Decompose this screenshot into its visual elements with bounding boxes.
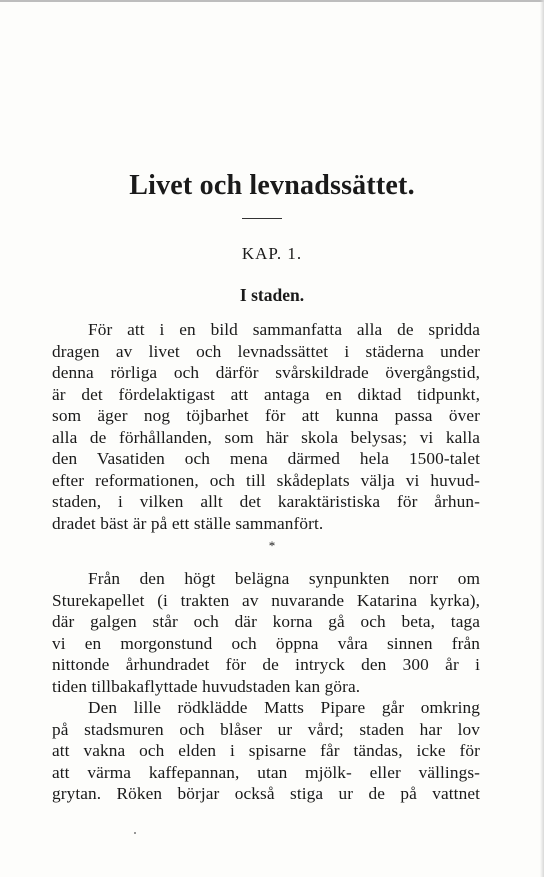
- text-line: staden, i vilken allt det karaktäristiska för århun-: [52, 492, 480, 511]
- text-line: Den lille rödklädde Matts Pipare går omkring: [88, 698, 480, 717]
- page-right-shadow: [540, 0, 544, 877]
- text-line: nittonde århundradet för de intryck den 300 år i: [52, 655, 480, 674]
- text-line: på stadsmuren och blåser ur vård; staden har lov: [52, 719, 480, 739]
- text-line: För att i en bild sammanfatta alla de spridda: [88, 320, 480, 339]
- chapter-number: KAP. 1.: [241, 244, 303, 263]
- text-line: tiden tillbakaflyttade huvudstaden kan göra.: [52, 676, 361, 696]
- text-line: Från den högt belägna synpunkten norr om: [88, 569, 480, 588]
- text-line: efter reformationen, och till skådeplats välja vi huvud-: [52, 470, 480, 490]
- paragraph-3: [52, 697, 480, 805]
- text-line: Sturekapellet (i trakten av nuvarande Katarina kyrka),: [52, 590, 480, 610]
- paragraph-1: [52, 319, 480, 534]
- text-line: vi en morgonstund och öppna våra sinnen från: [52, 633, 480, 653]
- title-divider: [242, 218, 282, 219]
- text-line: denna rörliga och därför svårskildrade övergångstid,: [52, 363, 480, 382]
- section-title: I staden.: [239, 285, 305, 305]
- text-line: alla de förhållanden, som här skola belysas; vi kalla: [52, 427, 480, 447]
- page-top-edge: [0, 0, 544, 2]
- paper-speck: [134, 832, 136, 834]
- text-line: att värma kaffepannan, utan mjölk- eller vällings-: [52, 762, 480, 782]
- section-separator: *: [268, 538, 276, 553]
- chapter-title: Livet och levnadssättet.: [129, 170, 415, 201]
- text-line: där galgen står och där korna gå och beta, taga: [52, 612, 480, 631]
- text-line: att vakna och elden i spisarne får tändas, icke för: [52, 741, 480, 760]
- text-line: dradet bäst är på ett ställe sammanfört.: [52, 513, 324, 533]
- text-line: den Vasatiden och mena därmed hela 1500-talet: [52, 449, 480, 468]
- text-line: som äger nog töjbarhet för att kunna passa över: [52, 406, 480, 425]
- paragraph-2: [52, 568, 480, 697]
- text-line: grytan. Röken börjar också stiga ur de på vattnet: [52, 784, 480, 803]
- text-line: är det fördelaktigast att antaga en diktad tidpunkt,: [52, 384, 480, 404]
- text-line: dragen av livet och levnadssättet i städerna under: [52, 341, 480, 361]
